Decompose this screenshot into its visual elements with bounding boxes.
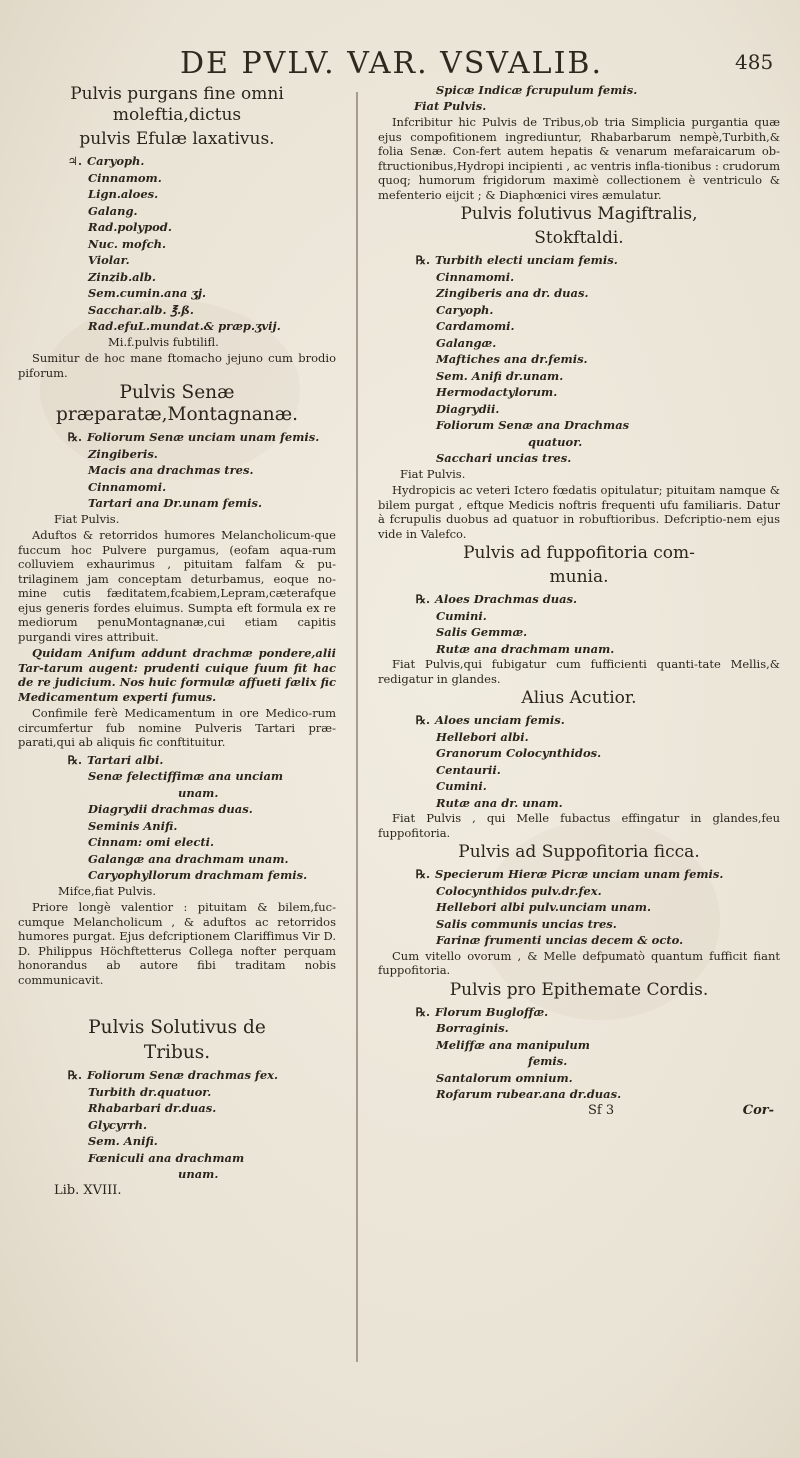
ingredient-text: Caryoph. bbox=[87, 154, 145, 168]
ingredient-text: femis. bbox=[528, 1054, 568, 1068]
paragraph: Hydropicis ac veteri Ictero fœdatis opitulatur; pituitam namque & bilem purgat , eftque Medicis noftris frequenti ufu familiaris. Datur à fcrupulis duobus ad quatuor in robuftioribus. Defcriptio-nem ejus vide in Valefco. bbox=[378, 483, 780, 541]
ingredient-line bbox=[18, 785, 336, 802]
ingredient-line bbox=[18, 1084, 336, 1101]
ingredient-line bbox=[378, 285, 780, 302]
ingredient-text: Cinnamom. bbox=[88, 170, 162, 185]
ingredient-line bbox=[378, 729, 780, 746]
ingredient-text: Florum Bugloffæ. bbox=[435, 1004, 549, 1019]
ingredient-line bbox=[378, 82, 780, 99]
ingredient-line bbox=[378, 302, 780, 319]
ingredient-line bbox=[378, 318, 780, 335]
ingredient-text: Salis Gemmæ. bbox=[436, 625, 528, 639]
ingredient-line bbox=[18, 302, 336, 319]
ingredient-text: Meliffæ ana manipulum bbox=[436, 1037, 590, 1052]
ingredient-text: Lign.aloes. bbox=[88, 187, 159, 201]
ingredient-text: Sem. Anifi. bbox=[88, 1134, 158, 1148]
page-number: 485 bbox=[735, 50, 774, 74]
header-title: DE PVLV. VAR. VSVALIB. bbox=[180, 46, 604, 81]
recipe-list bbox=[378, 1004, 780, 1103]
recipe-list bbox=[18, 153, 336, 335]
ingredient-text: Fœniculi ana drachmam bbox=[88, 1150, 245, 1165]
ingredient-text: Centaurii. bbox=[436, 762, 501, 777]
ingredient-line bbox=[18, 285, 336, 302]
ingredient-line bbox=[378, 608, 780, 625]
ingredient-line bbox=[18, 768, 336, 785]
ingredient-line bbox=[378, 335, 780, 352]
ingredient-text: Nuc. mofch. bbox=[88, 236, 167, 251]
ingredient-text: Foliorum Senæ ana Drachmas bbox=[436, 418, 630, 432]
ingredient-line bbox=[378, 778, 780, 795]
ingredient-line bbox=[378, 641, 780, 658]
running-header bbox=[0, 46, 800, 86]
paragraph: Cum vitello ovorum , & Melle defpumatò quantum fufficit fiant fuppofitoria. bbox=[378, 948, 780, 977]
ingredient-line bbox=[378, 866, 780, 883]
ingredient-line bbox=[18, 153, 336, 170]
paragraph: Fiat Pulvis. bbox=[400, 466, 466, 481]
paragraph: Fiat Pulvis , qui Melle fubactus effingatur in glandes,feu fuppofitoria. bbox=[378, 811, 780, 840]
ingredient-line bbox=[18, 318, 336, 335]
ingredient-line bbox=[18, 269, 336, 286]
ingredient-line bbox=[18, 1117, 336, 1134]
ingredient-text: Hellebori albi pulv.unciam unam. bbox=[436, 900, 651, 914]
ingredient-text: Cumini. bbox=[436, 779, 487, 793]
paragraph: Infcribitur hic Pulvis de Tribus,ob tria Simplicia purgantia quæ ejus compofitionem ingrediuntur, Rhabarbarum nempè,Turbith,& folia Senæ. Con-fert autem hepatis & venarum mefaraicarum ob-ftructionibus,Hydropi incipienti , ac ventris infla-tionibus : crudorum quoq; humorum frigidorum maximè collectionem è ventriculo & mefenterio eijcit ; & Diaphœnici vires æmulatur. bbox=[378, 115, 780, 202]
recipe-symbol: ℞. bbox=[415, 713, 430, 727]
paragraph: Mifce,fiat Pulvis. bbox=[58, 883, 156, 898]
ingredient-line bbox=[378, 252, 780, 269]
ingredient-line bbox=[378, 883, 780, 900]
ingredient-line bbox=[378, 1020, 780, 1037]
ingredient-text: Rad.polypod. bbox=[88, 220, 172, 234]
ingredient-line bbox=[378, 745, 780, 762]
ingredient-text: Galangæ. bbox=[436, 335, 497, 350]
ingredient-text: Tartari albi. bbox=[87, 752, 164, 767]
ingredient-line bbox=[378, 351, 780, 368]
ingredient-line bbox=[378, 384, 780, 401]
recipe-list bbox=[378, 866, 780, 949]
ingredient-line bbox=[378, 624, 780, 641]
section-heading: Tribus. bbox=[143, 1042, 211, 1063]
ingredient-line bbox=[378, 591, 780, 608]
recipe-symbol: ℞. bbox=[415, 867, 430, 881]
ingredient-line bbox=[18, 219, 336, 236]
recipe-symbol: ℞. bbox=[415, 1004, 430, 1019]
section-heading: Stokftaldi. bbox=[534, 228, 624, 248]
ingredient-text: Cinnamomi. bbox=[88, 479, 167, 494]
ingredient-line bbox=[378, 417, 780, 434]
ingredient-text: Caryoph. bbox=[436, 302, 494, 317]
left-column bbox=[18, 82, 336, 1372]
recipe-list bbox=[378, 591, 780, 657]
section-heading: Alius Acutior. bbox=[521, 688, 637, 708]
ingredient-line bbox=[378, 1053, 780, 1070]
recipe-symbol: ℞. bbox=[67, 1068, 82, 1082]
italic-note: Quidam Anifum addunt drachmæ pondere,alii Tar-tarum augent: prudenti cuique fuum fit hac de re judicium. Nos huic formulæ affueti fælix fic Medicamentum experti fumus. bbox=[18, 646, 336, 704]
ingredient-line bbox=[18, 851, 336, 868]
ingredient-text: Foliorum Senæ unciam unam femis. bbox=[87, 430, 320, 444]
ingredient-text: Glycyrrh. bbox=[88, 1117, 148, 1132]
ingredient-text: Santalorum omnium. bbox=[436, 1070, 573, 1085]
ingredient-text: Sacchar.alb. ℥.ß. bbox=[88, 302, 194, 317]
ingredient-text: Galang. bbox=[88, 203, 138, 218]
ingredient-line bbox=[378, 762, 780, 779]
catchline bbox=[18, 1183, 336, 1201]
paragraph: Aduftos & retorridos humores Melancholicum-que fuccum hoc Pulvere purgamus, (eofam aqua-rum colluviem exhaurimus , pituitam falfam & pu-trilaginem jam conceptam deturbamus, eoque no-mine cutis fæditatem,fcabiem,Lepram,cæterafque ejus generis fordes eluimus. Sumpta eft formula ex re mediorum penuMontagnanæ,cui etiam capitis purgandi vires attribuit. bbox=[18, 528, 336, 644]
section-heading: Pulvis ad fuppofitoria com- bbox=[463, 543, 695, 563]
ingredient-text: Hellebori albi. bbox=[436, 729, 529, 744]
ingredient-line bbox=[378, 916, 780, 933]
ingredient-text: Granorum Colocynthidos. bbox=[436, 746, 602, 760]
ingredient-line bbox=[378, 1086, 780, 1103]
ingredient-text: Hermodactylorum. bbox=[436, 385, 558, 399]
ingredient-text: Turbith dr.quatuor. bbox=[88, 1084, 212, 1099]
ingredient-line bbox=[18, 429, 336, 446]
ingredient-text: Spicæ Indicæ fcrupulum femis. bbox=[436, 83, 638, 97]
ingredient-line bbox=[378, 1070, 780, 1087]
ingredient-text: Aloes Drachmas duas. bbox=[435, 592, 578, 606]
ingredient-line bbox=[18, 479, 336, 496]
ingredient-line bbox=[378, 899, 780, 916]
paragraph: Fiat Pulvis,qui fubigatur cum fufficienti quanti-tate Mellis,& redigatur in glandes. bbox=[378, 657, 780, 686]
ingredient-line bbox=[18, 834, 336, 851]
section-heading: Pulvis Senæ præparatæ,Montagnanæ. bbox=[56, 382, 298, 425]
ingredient-text: Cinnam: omi electi. bbox=[88, 835, 215, 849]
ingredient-text: Aloes unciam femis. bbox=[435, 713, 565, 727]
ingredient-line bbox=[378, 712, 780, 729]
ingredient-line bbox=[18, 446, 336, 463]
ingredient-text: Turbith electi unciam femis. bbox=[435, 253, 618, 267]
ingredient-line bbox=[378, 1004, 780, 1021]
ingredient-text: Rutæ ana drachmam unam. bbox=[436, 641, 615, 656]
ingredient-text: Galangæ ana drachmam unam. bbox=[88, 851, 289, 866]
recipe-symbol: ℞. bbox=[67, 752, 82, 767]
ingredient-line bbox=[18, 1100, 336, 1117]
ingredient-line bbox=[18, 186, 336, 203]
ingredient-text: Seminis Anifi. bbox=[88, 818, 178, 833]
ingredient-text: quatuor. bbox=[528, 434, 583, 449]
ingredient-text: Maftiches ana dr.femis. bbox=[436, 352, 588, 366]
recipe-symbol: ℞. bbox=[415, 253, 430, 267]
ingredient-line bbox=[18, 1166, 336, 1183]
column-rule bbox=[356, 92, 358, 1362]
ingredient-line bbox=[18, 495, 336, 512]
paragraph: Fiat Pulvis. bbox=[54, 511, 120, 526]
ingredient-line bbox=[378, 401, 780, 418]
ingredient-text: Rofarum rubear.ana dr.duas. bbox=[436, 1087, 622, 1101]
ingredient-text: Cardamomi. bbox=[436, 319, 515, 333]
ingredient-line bbox=[18, 801, 336, 818]
ingredient-text: Senæ felectiffimæ ana unciam bbox=[88, 769, 284, 783]
ingredient-line bbox=[18, 867, 336, 884]
recipe-list bbox=[18, 752, 336, 884]
catchline bbox=[378, 1103, 780, 1121]
ingredient-text: Diagrydii drachmas duas. bbox=[88, 802, 253, 816]
ingredient-line bbox=[18, 818, 336, 835]
ingredient-text: Foliorum Senæ drachmas fex. bbox=[87, 1068, 279, 1082]
paragraph: Sumitur de hoc mane ftomacho jejuno cum brodio piforum. bbox=[18, 351, 336, 380]
ingredient-text: Zinzib.alb. bbox=[88, 269, 156, 284]
paragraph: Mi.f.pulvis fubtilifl. bbox=[108, 334, 219, 349]
ingredient-text: Specierum Hieræ Picræ unciam unam femis. bbox=[435, 867, 724, 881]
ingredient-line bbox=[18, 236, 336, 253]
ingredient-line bbox=[378, 434, 780, 451]
book-number: Lib. XVIII. bbox=[54, 1182, 122, 1198]
ingredient-text: Tartari ana Dr.unam femis. bbox=[88, 496, 263, 510]
recipe-symbol: ℞. bbox=[415, 592, 430, 606]
ingredient-line bbox=[18, 752, 336, 769]
ingredient-line bbox=[378, 932, 780, 949]
ingredient-line bbox=[18, 1067, 336, 1084]
section-heading: Pulvis pro Epithemate Cordis. bbox=[449, 979, 709, 1000]
ingredient-text: Caryophyllorum drachmam femis. bbox=[88, 868, 308, 882]
ingredient-line bbox=[18, 462, 336, 479]
ingredient-line bbox=[378, 269, 780, 286]
section-heading: Pulvis ad Suppofitoria ficca. bbox=[458, 842, 700, 862]
ingredient-text: Violar. bbox=[88, 253, 130, 267]
ingredient-text: Macis ana drachmas tres. bbox=[88, 463, 254, 477]
paragraph: Fiat Pulvis. bbox=[414, 98, 487, 113]
paragraph: Priore longè valentior : pituitam & bilem,fuc-cumque Melancholicum , & aduftos ac retorridos humores purgat. Ejus defcriptionem Clariffimus Vir D. D. Philippus Höchftetterus Collega nofter perquam honorandus ab autore fibi traditam nobis communicavit. bbox=[18, 900, 336, 987]
section-heading: pulvis Efulæ laxativus. bbox=[79, 129, 275, 149]
section-heading: Pulvis Solutivus de bbox=[88, 1017, 266, 1038]
ingredient-line bbox=[18, 1133, 336, 1150]
ingredient-text: Borraginis. bbox=[436, 1021, 509, 1035]
section-heading: munia. bbox=[549, 567, 609, 587]
ingredient-line bbox=[378, 368, 780, 385]
paragraph: Confimile ferè Medicamentum in ore Medico-rum circumfertur fub nomine Pulveris Tartari præ-parati,qui ab aliquis fic conftituitur. bbox=[18, 706, 336, 749]
ingredient-text: Rad.efuL.mundat.& præp.ʒvij. bbox=[88, 319, 281, 333]
ingredient-line bbox=[18, 252, 336, 269]
recipe-list bbox=[378, 82, 780, 99]
ingredient-text: Sacchari uncias tres. bbox=[436, 451, 572, 465]
ingredient-text: Salis communis uncias tres. bbox=[436, 916, 617, 931]
ingredient-text: Farinæ frumenti uncias decem & octo. bbox=[436, 933, 684, 947]
ingredient-text: Rhabarbari dr.duas. bbox=[88, 1101, 217, 1115]
ingredient-line bbox=[378, 795, 780, 812]
section-heading: Pulvis folutivus Magiftralis, bbox=[460, 204, 698, 224]
ingredient-line bbox=[18, 170, 336, 187]
recipe-list bbox=[378, 712, 780, 811]
recipe-list bbox=[378, 252, 780, 467]
recipe-symbol: ℞. bbox=[67, 430, 82, 444]
ingredient-line bbox=[18, 203, 336, 220]
ingredient-text: unam. bbox=[178, 1167, 219, 1181]
ingredient-line bbox=[378, 1037, 780, 1054]
section-heading: Pulvis purgans fine omni moleftia,dictus bbox=[70, 84, 284, 125]
ingredient-text: Zingiberis. bbox=[88, 446, 158, 461]
recipe-symbol: ♃. bbox=[67, 154, 82, 168]
ingredient-text: Colocynthidos pulv.dr.fex. bbox=[436, 883, 602, 898]
catchword: Cor- bbox=[742, 1102, 774, 1118]
ingredient-text: Sem.cumin.ana ʒj. bbox=[88, 286, 207, 300]
recipe-list bbox=[18, 1067, 336, 1183]
ingredient-text: Cinnamomi. bbox=[436, 269, 515, 284]
ingredient-line bbox=[18, 1150, 336, 1167]
ingredient-text: unam. bbox=[178, 785, 219, 800]
right-column bbox=[378, 82, 780, 1372]
ingredient-text: Cumini. bbox=[436, 608, 487, 623]
ingredient-text: Rutæ ana dr. unam. bbox=[436, 795, 563, 810]
ingredient-text: Diagrydii. bbox=[436, 401, 500, 416]
ingredient-text: Sem. Anifi dr.unam. bbox=[436, 368, 564, 383]
recipe-list bbox=[18, 429, 336, 512]
ingredient-line bbox=[378, 450, 780, 467]
signature-mark: Sf 3 bbox=[588, 1102, 615, 1118]
ingredient-text: Zingiberis ana dr. duas. bbox=[436, 286, 589, 300]
